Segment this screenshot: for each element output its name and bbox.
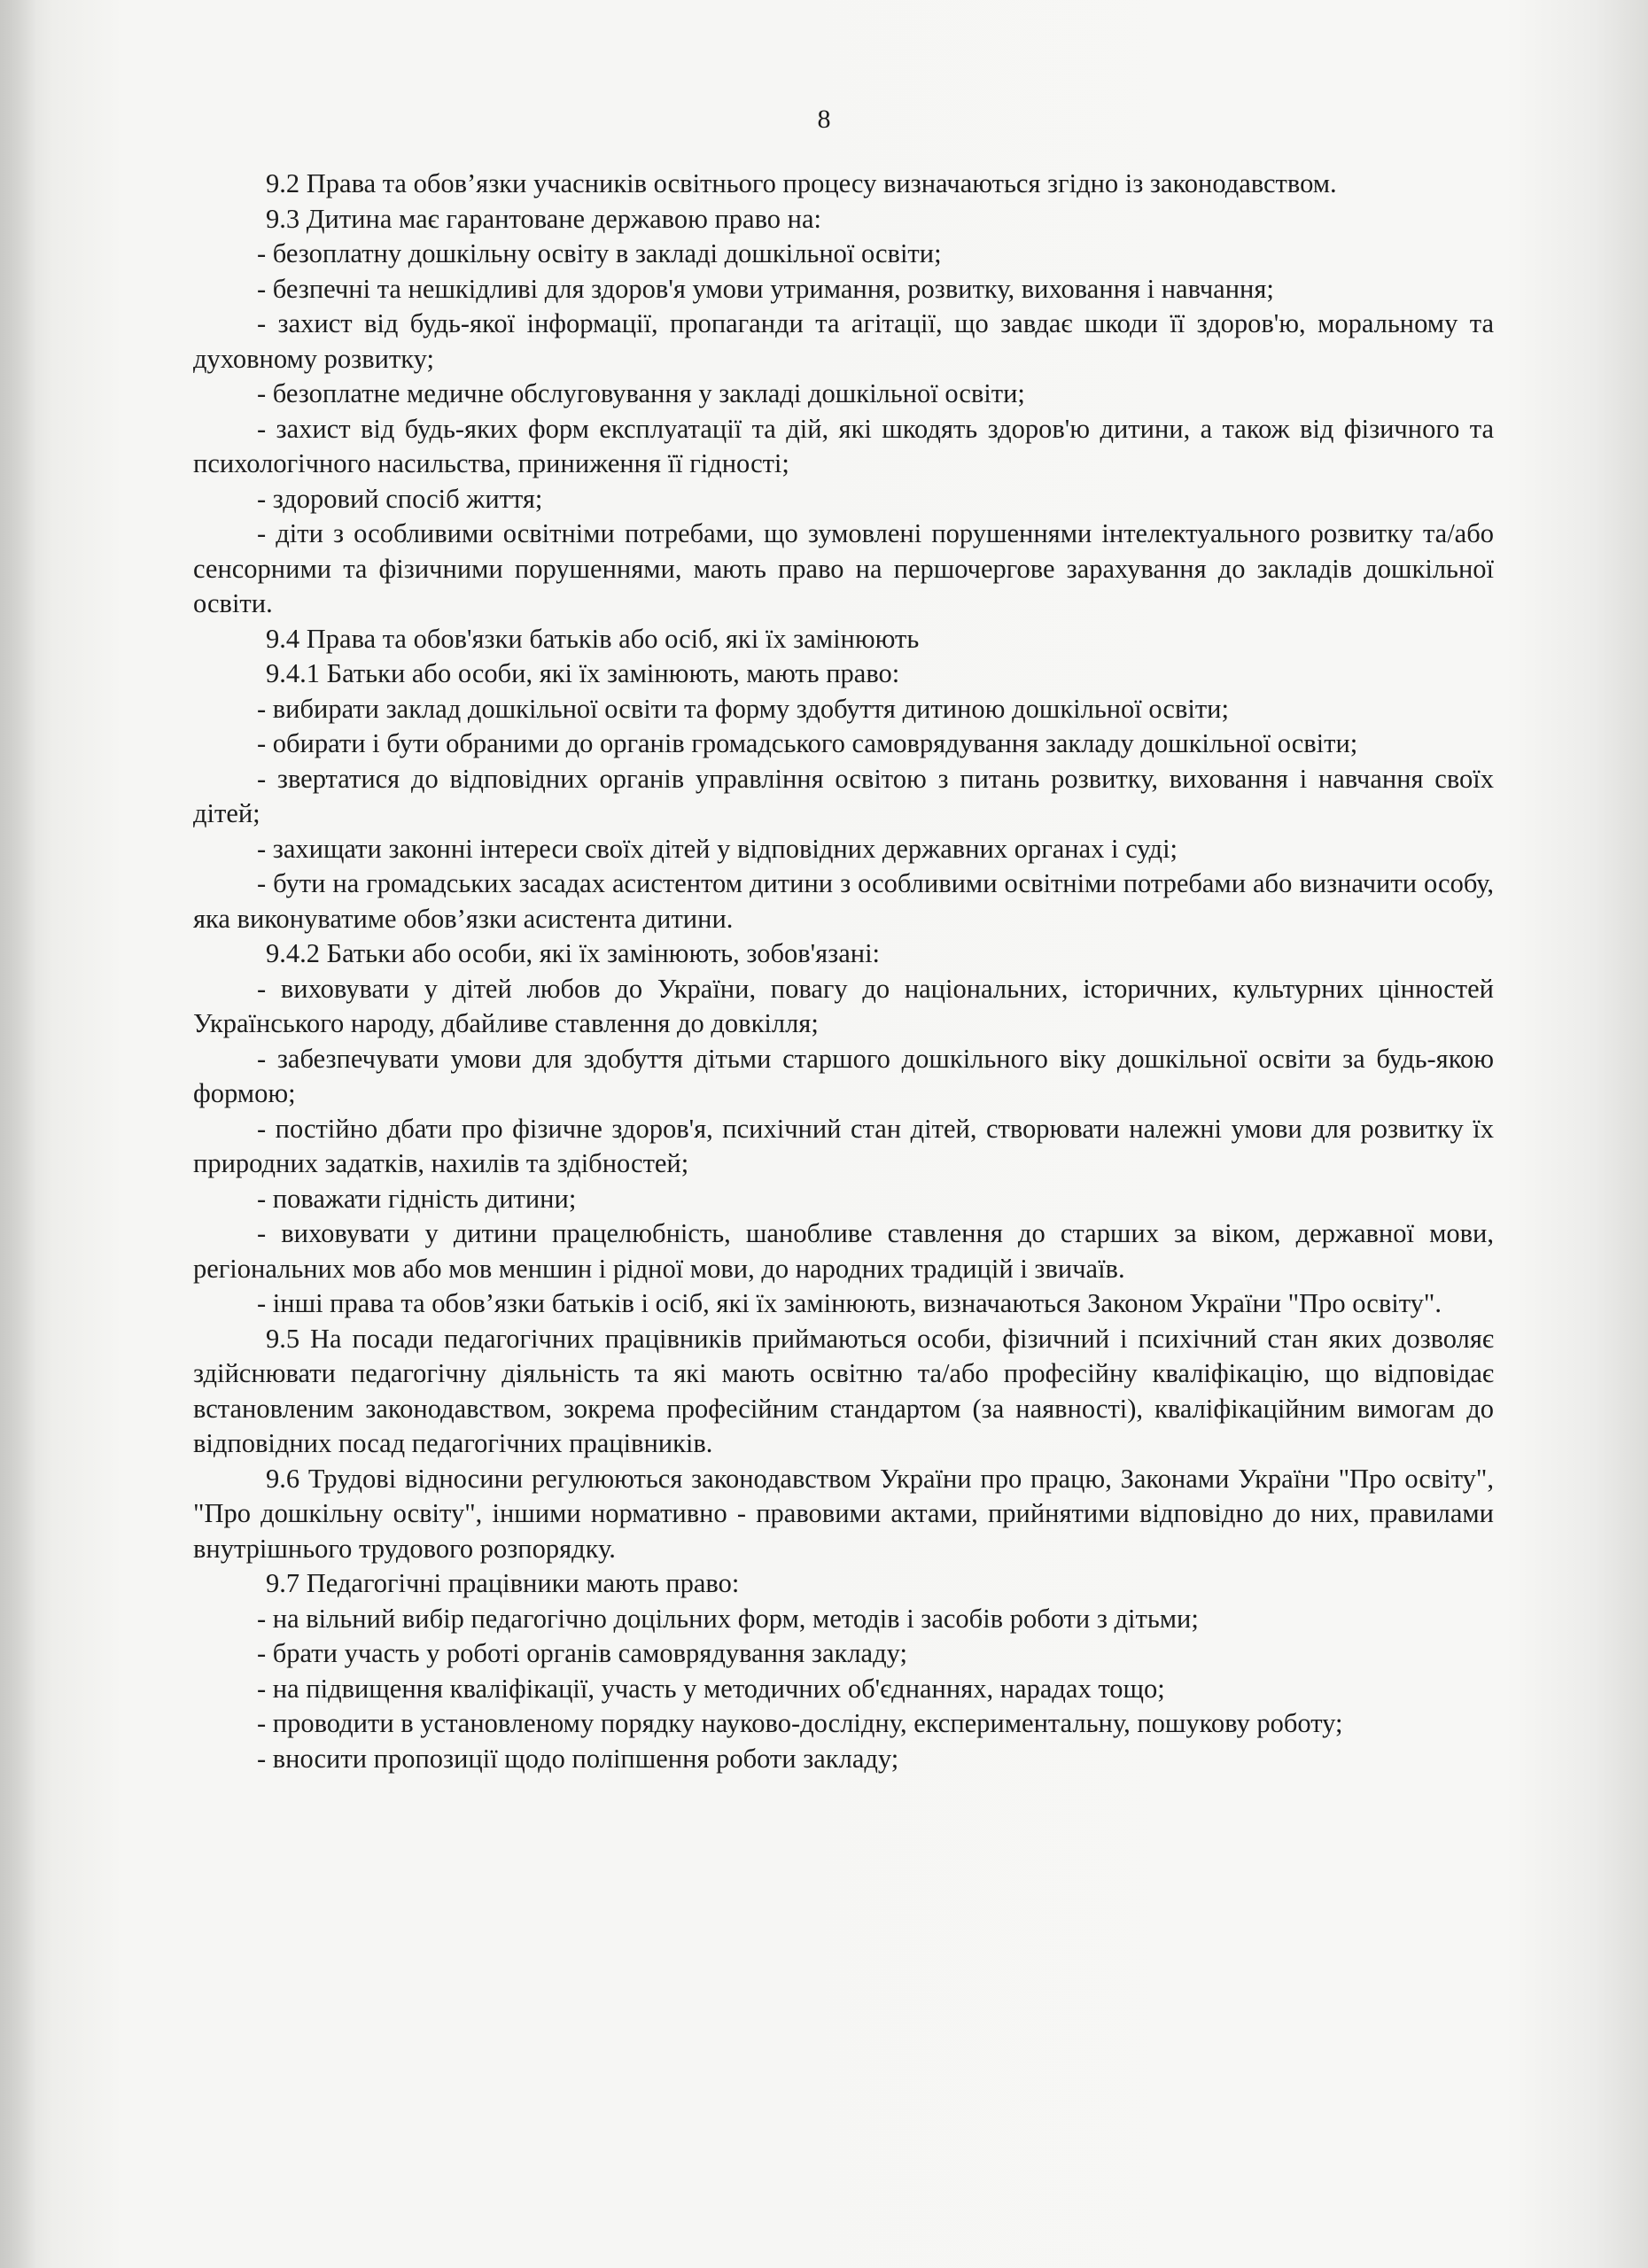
paragraph: 9.4 Права та обов'язки батьків або осіб, які їх замінюють <box>266 623 920 654</box>
list-item: - захищати законні інтереси своїх дітей у відповідних державних органах і суді; <box>257 833 1178 864</box>
list-item: - забезпечувати умови для здобуття дітьми старшого дошкільного віку дошкільної освіти за будь-якою формою; <box>193 1043 1494 1108</box>
document-body <box>193 167 1494 1776</box>
page-number: 8 <box>817 105 831 134</box>
list-item: - вибирати заклад дошкільної освіти та форму здобуття дитиною дошкільної освіти; <box>257 693 1229 724</box>
paragraph: 9.3 Дитина має гарантоване державою право на: <box>266 203 821 234</box>
list-item: - проводити в установленому порядку науково-дослідну, експериментальну, пошукову роботу; <box>257 1708 1343 1738</box>
list-item: - вносити пропозиції щодо поліпшення роботи закладу; <box>257 1743 899 1774</box>
paragraph: 9.7 Педагогічні працівники мають право: <box>266 1568 740 1598</box>
list-item: - звертатися до відповідних органів управління освітою з питань розвитку, виховання і навчання своїх дітей; <box>193 763 1494 828</box>
page-fold-shadow <box>0 0 35 2268</box>
list-item: - постійно дбати про фізичне здоров'я, психічний стан дітей, створювати належні умови для розвитку їх природних задатків, нахилів та здібностей; <box>193 1113 1494 1178</box>
paragraph: 9.4.1 Батьки або особи, які їх замінюють, мають право: <box>266 658 900 688</box>
list-item: - здоровий спосіб життя; <box>257 483 543 514</box>
list-item: - безпечні та нешкідливі для здоров'я умови утримання, розвитку, виховання і навчання; <box>257 273 1274 304</box>
list-item: - на вільний вибір педагогічно доцільних форм, методів і засобів роботи з дітьми; <box>257 1603 1199 1634</box>
list-item: - захист від будь-якої інформації, пропаганди та агітації, що завдає шкоди її здоров'ю, моральному та духовному розвитку; <box>193 308 1494 374</box>
paragraph: 9.2 Права та обов’язки учасників освітнього процесу визначаються згідно із законодавством. <box>266 168 1337 198</box>
list-item: - брати участь у роботі органів самоврядування закладу; <box>257 1638 907 1668</box>
list-item: - виховувати у дітей любов до України, повагу до національних, історичних, культурних цінностей Українського народу, дбайливе ставлення до довкілля; <box>193 973 1494 1038</box>
list-item: - діти з особливими освітніми потребами, що зумовлені порушеннями інтелектуального розвитку та/або сенсорними та фізичними порушеннями, мають право на першочергове зарахування до закладів дошкільної освіти. <box>193 518 1494 618</box>
list-item: - інші права та обов’язки батьків і осіб, які їх замінюють, визначаються Законом України "Про освіту". <box>257 1288 1442 1318</box>
list-item: - обирати і бути обраними до органів громадського самоврядування закладу дошкільної освіти; <box>257 728 1358 758</box>
paragraph: 9.4.2 Батьки або особи, які їх замінюють, зобов'язані: <box>266 938 881 968</box>
paragraph: 9.5 На посади педагогічних працівників приймаються особи, фізичний і психічний стан яких дозволяє здійснювати педагогічну діяльність та які мають освітню та/або професійну кваліфікацію, що відповідає встановленим законодавством, зокрема професійним стандартом (за наявності), кваліфікаційним вимогам до відповідних посад педагогічних працівників. <box>193 1323 1494 1458</box>
list-item: - бути на громадських засадах асистентом дитини з особливими освітніми потребами або визначити особу, яка виконуватиме обов’язки асистента дитини. <box>193 868 1494 934</box>
list-item: - на підвищення кваліфікації, участь у методичних об'єднаннях, нарадах тощо; <box>257 1673 1165 1704</box>
list-item: - безоплатне медичне обслуговування у закладі дошкільної освіти; <box>257 378 1025 408</box>
paragraph: 9.6 Трудові відносини регулюються законодавством України про працю, Законами України "Про освіту", "Про дошкільну освіту", іншими нормативно - правовими актами, прийнятими відповідно до них, правилами внутрішнього трудового розпорядку. <box>193 1463 1494 1564</box>
list-item: - захист від будь-яких форм експлуатації та дій, які шкодять здоров'ю дитини, а також від фізичного та психологічного насильства, приниження її гідності; <box>193 413 1494 478</box>
list-item: - безоплатну дошкільну освіту в закладі дошкільної освіти; <box>257 238 942 268</box>
list-item: - поважати гідність дитини; <box>257 1183 577 1214</box>
list-item: - виховувати у дитини працелюбність, шанобливе ставлення до старших за віком, державної мови, регіональних мов або мов меншин і рідної мови, до народних традицій і звичаїв. <box>193 1218 1494 1284</box>
